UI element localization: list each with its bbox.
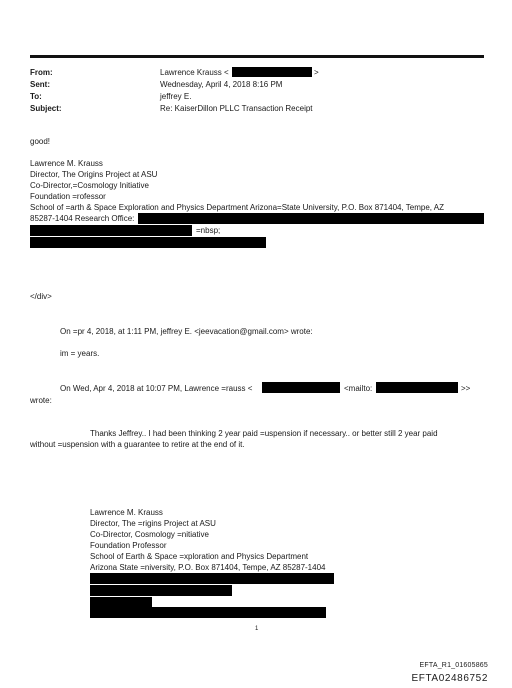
sig2-line: Lawrence M. Krauss [90,508,163,517]
header-rule [30,55,484,58]
redaction-block [262,382,340,393]
redaction-block [138,213,484,224]
sig1-line: Foundation =rofessor [30,192,106,201]
sig2-line: Arizona State =niversity, P.O. Box 871404, Tempe, AZ 85287-1404 [90,563,326,572]
redaction-block [30,237,266,248]
page-number: 1 [255,626,259,632]
reply-paragraph-line: Thanks Jeffrey.. I had been thinking 2 year paid =uspension if necessary.. or better still 2 year paid [90,429,438,438]
sent-label: Sent: [30,80,50,89]
sig1-line: Lawrence M. Krauss [30,159,103,168]
div-close-text: </div> [30,292,52,301]
to-value: jeffrey E. [160,92,192,101]
redaction-block [30,225,192,236]
quote1-text: im = years. [60,349,100,358]
sig1-line: School of =arth & Space Exploration and Physics Department Arizona=State University, P.O. Box 871404, Tempe, AZ [30,203,445,212]
redaction-block [90,597,152,607]
subject-label: Subject: [30,104,62,113]
quote1-attribution: On =pr 4, 2018, at 1:11 PM, jeffrey E. <jeevacation@gmail.com> wrote: [60,327,313,336]
redaction-block [376,382,458,393]
subject-value: Re: KaiserDillon PLLC Transaction Receipt [160,104,313,113]
nbsp-text: =nbsp; [196,226,221,235]
sig2-line: School of Earth & Space =xploration and Physics Department [90,552,309,561]
from-close: > [314,68,319,77]
sig1-line: 85287-1404 Research Office: [30,214,135,223]
sig2-line: Co-Director, Cosmology =nitiative [90,530,209,539]
from-label: From: [30,68,53,77]
reply-paragraph-line: without =uspension with a guarantee to retire at the end of it. [30,440,245,449]
sig1-line: Director, The Origins Project at ASU [30,170,158,179]
quote2-mailto: <mailto: [344,384,373,393]
footer-document-id-secondary: EFTA02486752 [411,673,488,684]
redaction-block [90,607,326,618]
sig2-line: Foundation Professor [90,541,167,550]
footer-document-id: EFTA_R1_01605865 [419,662,488,669]
from-value: Lawrence Krauss < [160,68,229,77]
to-label: To: [30,92,42,101]
redaction-block [232,67,312,77]
quote2-attribution: On Wed, Apr 4, 2018 at 10:07 PM, Lawrence =rauss < [60,384,253,393]
redaction-block [90,585,232,596]
quote2-wrote: wrote: [30,396,52,405]
sig1-line: Co-Director,=Cosmology Initiative [30,181,149,190]
quote2-close: >> [461,384,471,393]
sent-value: Wednesday, April 4, 2018 8:16 PM [160,80,283,89]
greeting: good! [30,137,51,146]
sig2-line: Director, The =rigins Project at ASU [90,519,216,528]
redaction-block [90,573,334,584]
